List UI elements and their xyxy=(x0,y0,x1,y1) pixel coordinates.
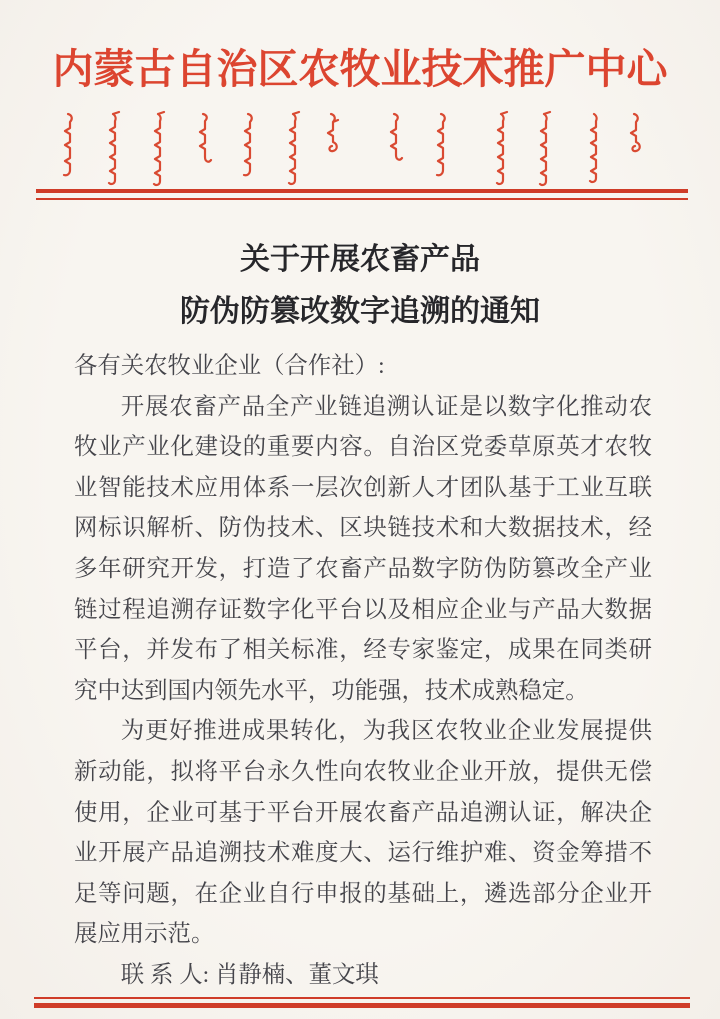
divider-thick-line xyxy=(36,189,688,193)
footer-divider-rule xyxy=(34,997,690,1008)
document-title xyxy=(0,234,720,338)
divider-thin-line xyxy=(34,997,690,999)
divider-thin-line xyxy=(36,198,688,200)
mongolian-script-band-icon xyxy=(58,106,662,194)
body-paragraph-1: 开展农畜产品全产业链追溯认证是以数字化推动农牧业产业化建设的重要内容。自治区党委草原英才农牧业智能技术应用体系一层次创新人才团队基于工业互联网标识解析、防伪技术、区块链技术和大数据技术，经多年研究开发，打造了农畜产品数字防伪防篡改全产业链过程追溯存证数字化平台以及相应企业与产品大数据平台，并发布了相关标准，经专家鉴定，成果在同类研究中达到国内领先水平，功能强，技术成熟稳定。 xyxy=(74,393,652,704)
letterhead-divider-rule xyxy=(36,189,688,200)
document-title-line1: 关于开展农畜产品 xyxy=(240,243,480,276)
document-title-line2: 防伪防篡改数字追溯的通知 xyxy=(180,295,540,328)
salutation-line: 各有关农牧业企业（合作社）: xyxy=(74,353,385,379)
document-body xyxy=(74,346,652,996)
divider-thick-line xyxy=(34,1003,690,1008)
contact-person-line: 联 系 人: 肖静楠、董文琪 xyxy=(120,961,379,988)
letterhead-org-name: 内蒙古自治区农牧业技术推广中心 xyxy=(52,46,668,92)
body-paragraph-2: 为更好推进成果转化，为我区农牧业企业发展提供新动能，拟将平台永久性向农牧业企业开放，提供无偿使用，企业可基于平台开展农畜产品追溯认证，解决企业开展产品追溯技术难度大、运行维护难、资金筹措不足等问题，在企业自行申报的基础上，遴选部分企业开展应用示范。 xyxy=(74,718,652,948)
